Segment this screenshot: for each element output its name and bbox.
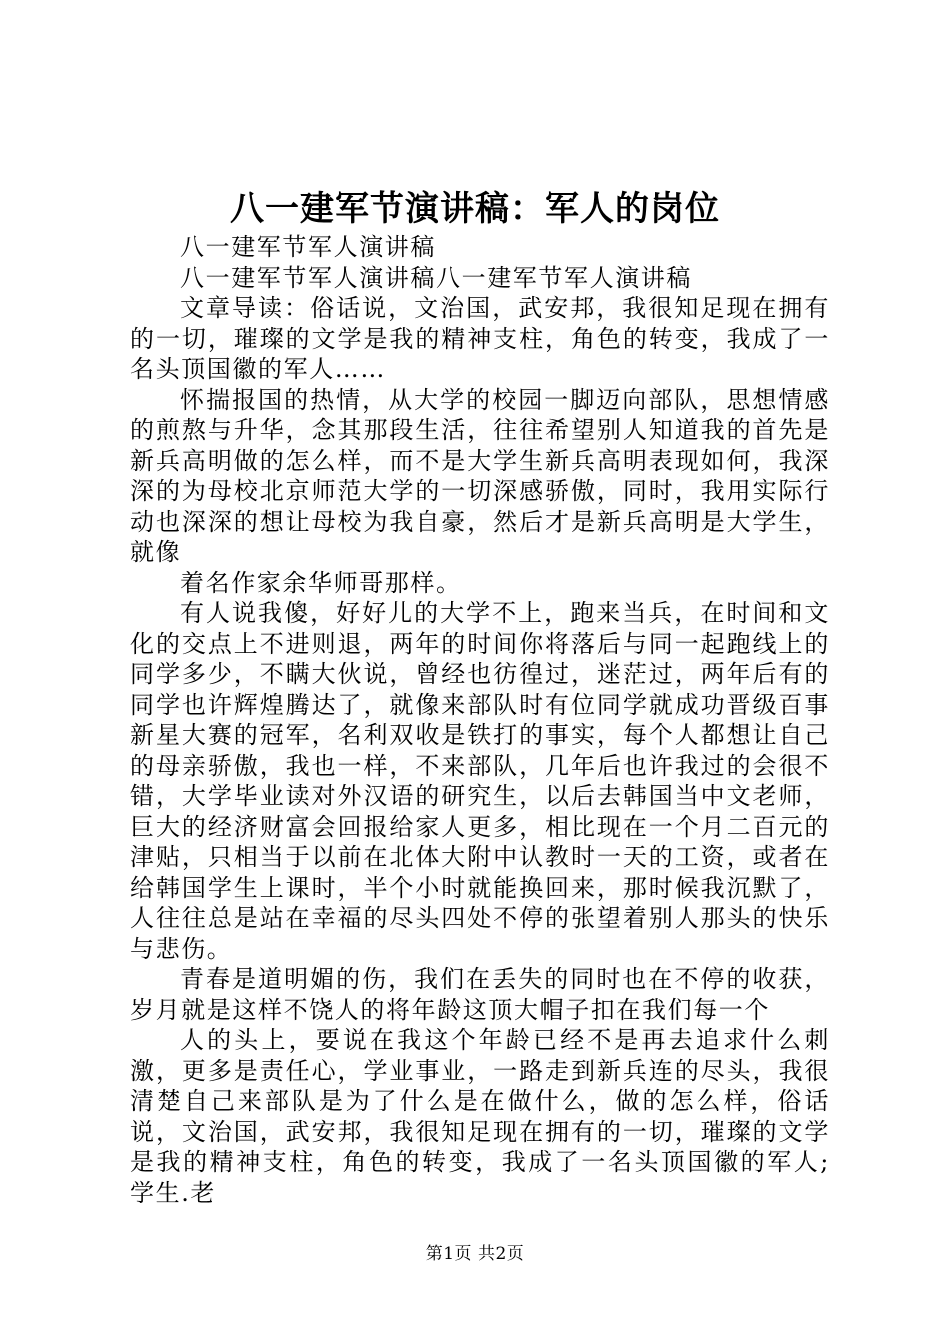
paragraph: 八一建军节军人演讲稿八一建军节军人演讲稿 [180,263,692,292]
document-title: 八一建军节演讲稿：军人的岗位 [230,189,720,229]
paragraph: 着名作家余华师哥那样。 [180,568,462,597]
paragraph: 有人说我傻，好好儿的大学不上，跑来当兵，在时间和文化的交点上不进则退，两年的时间你将落后与同一起跑线上的同学多少，不瞒大伙说，曾经也彷徨过，迷茫过，两年后有的同学也许辉煌腾达了，就像来部队时有位同学就成功晋级百事新星大赛的冠军，名利双收是铁打的事实，每个人都想让自己的母亲骄傲，我也一样，不来部队，几年后也许我过的会很不错，大学毕业读对外汉语的研究生，以后去韩国当中文老师，巨大的经济财富会回报给家人更多，相比现在一个月二百元的津贴，只相当于以前在北体大附中认教时一天的工资，或者在给韩国学生上课时，半个小时就能换回来，那时候我沉默了，人往往总是站在幸福的尽头四处不停的张望着别人那头的快乐与悲伤。 [130,599,830,963]
paragraph: 怀揣报国的热情，从大学的校园一脚迈向部队，思想情感的煎熬与升华，念其那段生活，往往希望别人知道我的首先是新兵高明做的怎么样，而不是大学生新兵高明表现如何，我深深的为母校北京师范大学的一切深感骄傲，同时，我用实际行动也深深的想让母校为我自豪，然后才是新兵高明是大学生，就像 [130,385,830,566]
paragraph: 人的头上，要说在我这个年龄已经不是再去追求什么刺激，更多是责任心，学业事业，一路走到新兵连的尽头，我很清楚自己来部队是为了什么是在做什么，做的怎么样，俗话说，文治国，武安邦，我很知足现在拥有的一切，璀璨的文学是我的精神支柱，角色的转变，我成了一名头顶国徽的军人;学生.老 [130,1026,830,1207]
paragraph: 青春是道明媚的伤，我们在丢失的同时也在不停的收获，岁月就是这样不饶人的将年龄这顶大帽子扣在我们每一个 [130,965,830,1024]
paragraph: 文章导读：俗话说，文治国，武安邦，我很知足现在拥有的一切，璀璨的文学是我的精神支柱，角色的转变，我成了一名头顶国徽的军人…… [130,294,830,383]
page-number-footer: 第1页 共2页 [425,1244,525,1264]
paragraph: 八一建军节军人演讲稿 [180,233,436,261]
document-body [130,232,830,1208]
